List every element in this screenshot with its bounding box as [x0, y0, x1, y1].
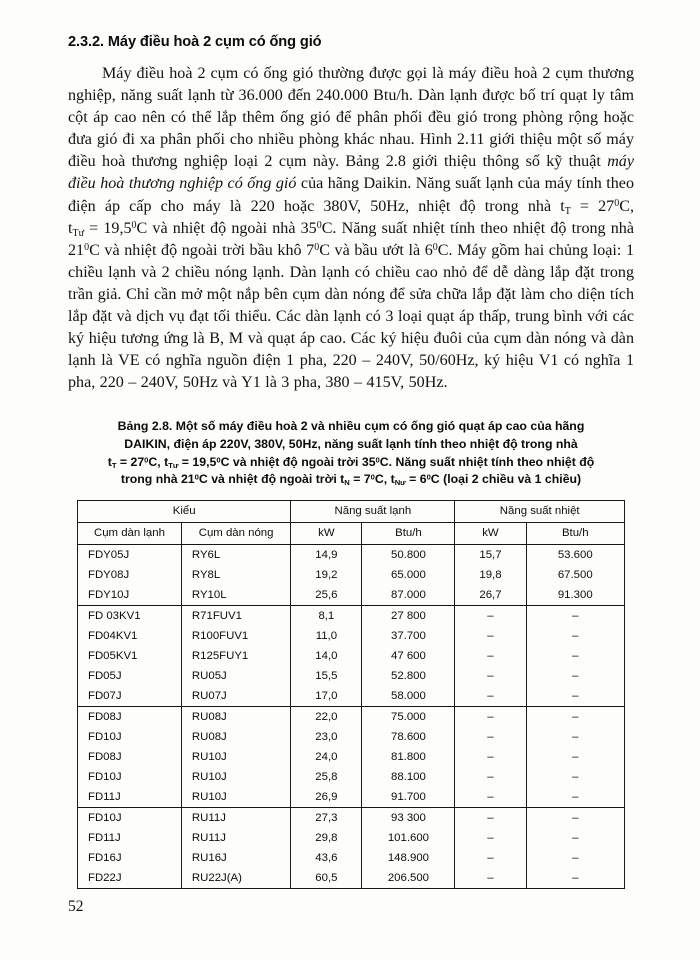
table-cell-c-m-d-n-n-ng: R100FUV1	[181, 626, 290, 646]
caption-degree-4: 0	[194, 472, 199, 482]
caption-t-symbol: t	[107, 454, 112, 469]
table-cell-btu-h: 27 800	[362, 605, 455, 626]
table-cell-kw: –	[455, 605, 526, 626]
table-cell-c-m-d-n-l-nh: FD10J	[78, 767, 182, 787]
table-cell-c-m-d-n-l-nh: FD04KV1	[78, 626, 182, 646]
table-cell-c-m-d-n-n-ng: RY6L	[181, 544, 290, 565]
table-cell-kw: 29,8	[291, 828, 362, 848]
table-cell-c-m-d-n-n-ng: RU07J	[181, 686, 290, 707]
table-cell-c-m-d-n-n-ng: RU08J	[181, 706, 290, 727]
table-body	[78, 544, 625, 888]
table-column-header-6: Btu/h	[526, 522, 624, 544]
table-cell-btu-h: –	[526, 828, 624, 848]
degree-symbol-3: 0	[316, 219, 322, 231]
table-cell-kw: –	[455, 828, 526, 848]
table-cell-kw: 19,2	[291, 565, 362, 585]
paragraph-italic-phrase: máy điều hoà thương nghiệp có ống gió	[68, 153, 634, 193]
caption-value-195: = 19,5	[178, 454, 217, 469]
table-cell-btu-h: –	[526, 868, 624, 889]
table-cell-kw: –	[455, 686, 526, 707]
table-cell-c-m-d-n-l-nh: FD08J	[78, 706, 182, 727]
table-cell-c-m-d-n-l-nh: FDY05J	[78, 544, 182, 565]
caption-subscript-N: N	[344, 478, 350, 488]
table-cell-c-m-d-n-n-ng: RY10L	[181, 585, 290, 606]
table-group-header-3: Năng suất nhiệt	[455, 500, 625, 522]
table-head	[78, 500, 625, 544]
table-cell-c-m-d-n-n-ng: RU10J	[181, 787, 290, 808]
table-cell-c-m-d-n-l-nh: FD05KV1	[78, 646, 182, 666]
caption-value-6: = 6	[405, 472, 427, 487]
paragraph-part-5: C, t	[68, 197, 634, 237]
table-cell-btu-h: 148.900	[362, 848, 455, 868]
table-cell-kw: –	[455, 727, 526, 747]
caption-degree-1: 0	[144, 454, 149, 464]
table-cell-btu-h: 67.500	[526, 565, 624, 585]
table-cell-c-m-d-n-n-ng: RU10J	[181, 767, 290, 787]
table-cell-kw: –	[455, 646, 526, 666]
table-cell-c-m-d-n-n-ng: RU22J(A)	[181, 868, 290, 889]
table-cell-kw: 60,5	[291, 868, 362, 889]
paragraph-part-4: = 27	[570, 197, 615, 215]
table-cell-btu-h: 53.600	[526, 544, 624, 565]
table-cell-btu-h: 93 300	[362, 807, 455, 828]
caption-part-4f: C (loại 2 chiều và 1 chiều)	[430, 472, 582, 487]
table-cell-kw: 25,6	[291, 585, 362, 606]
table-row	[78, 868, 625, 889]
table-cell-kw: 23,0	[291, 727, 362, 747]
caption-degree-3: 0	[375, 454, 380, 464]
table-row	[78, 565, 625, 585]
paragraph-part-3: của hãng Daikin. Năng suất lạnh của máy tính theo điện áp cấp cho máy là 220 hoặc 380V, 50Hz, nhiệt độ trong nhà t	[68, 175, 634, 215]
body-paragraph	[68, 63, 634, 394]
table-cell-c-m-d-n-l-nh: FD16J	[78, 848, 182, 868]
caption-line-3	[74, 454, 628, 472]
table-row	[78, 585, 625, 606]
table-row	[78, 544, 625, 565]
table-row	[78, 686, 625, 707]
table-header-group-row	[78, 500, 625, 522]
table-cell-btu-h: –	[526, 767, 624, 787]
table-cell-c-m-d-n-n-ng: RU11J	[181, 828, 290, 848]
table-cell-kw: 15,5	[291, 666, 362, 686]
table-cell-btu-h: 78.600	[362, 727, 455, 747]
table-cell-kw: –	[455, 767, 526, 787]
table-cell-btu-h: 101.600	[362, 828, 455, 848]
table-cell-c-m-d-n-l-nh: FD10J	[78, 807, 182, 828]
table-cell-kw: 14,9	[291, 544, 362, 565]
table-column-header-1: Cụm dàn lạnh	[78, 522, 182, 544]
table-row	[78, 626, 625, 646]
paragraph-part-8: C. Năng suất nhiệt tính theo nhiệt độ trong nhà 21	[68, 219, 634, 259]
table-cell-c-m-d-n-l-nh: FD 03KV1	[78, 605, 182, 626]
table-cell-kw: –	[455, 706, 526, 727]
table-cell-btu-h: 50.800	[362, 544, 455, 565]
table-cell-c-m-d-n-n-ng: RU11J	[181, 807, 290, 828]
table-cell-kw: 17,0	[291, 686, 362, 707]
table-cell-btu-h: 47 600	[362, 646, 455, 666]
degree-symbol-4: 0	[84, 241, 90, 253]
table-cell-kw: 15,7	[455, 544, 526, 565]
table-cell-kw: 27,3	[291, 807, 362, 828]
table-caption	[74, 418, 628, 488]
table-row	[78, 828, 625, 848]
table-header-column-row	[78, 522, 625, 544]
paragraph-part-6: = 19,5	[83, 219, 132, 237]
caption-value-27: = 27	[116, 454, 145, 469]
table-cell-c-m-d-n-n-ng: R71FUV1	[181, 605, 290, 626]
paragraph-part-11: C. Máy gồm hai chủng loại: 1 chiều lạnh và 2 chiều nóng lạnh. Dàn lạnh có chiều cao nhỏ để dễ dàng lắp đặt trong trần giả. Chỉ cần mở một nắp bên cụm dàn nóng để sửa chữa lắp đặt làm cho diện tích lắp đặt và dịch vụ đạt tối thiểu. Các dàn lạnh có 3 loại quạt áp thấp, trung bình với các ký hiệu tương ứng là B, M và quạt áp cao. Các ký hiệu đuôi của cụm dàn nóng và dàn lạnh là VE có nghĩa nguồn điện 1 pha, 220 – 240V, 50/60Hz, ký hiệu V1 có nghĩa 1 pha, 220 – 240V, 50Hz và Y1 là 3 pha, 380 – 415V, 50Hz.	[68, 241, 634, 392]
table-cell-btu-h: 37.700	[362, 626, 455, 646]
table-row	[78, 767, 625, 787]
table-cell-btu-h: –	[526, 747, 624, 767]
table-cell-btu-h: 75.000	[362, 706, 455, 727]
table-cell-btu-h: 206.500	[362, 868, 455, 889]
table-cell-c-m-d-n-l-nh: FD11J	[78, 828, 182, 848]
degree-symbol-2: 0	[131, 219, 137, 231]
caption-subscript-T: T	[111, 460, 117, 470]
caption-degree-6: 0	[426, 472, 431, 482]
table-cell-kw: –	[455, 868, 526, 889]
table-cell-c-m-d-n-n-ng: RU10J	[181, 747, 290, 767]
table-cell-btu-h: –	[526, 686, 624, 707]
table-cell-kw: –	[455, 666, 526, 686]
table-cell-c-m-d-n-n-ng: R125FUY1	[181, 646, 290, 666]
table-cell-btu-h: –	[526, 706, 624, 727]
table-cell-c-m-d-n-l-nh: FD11J	[78, 787, 182, 808]
caption-line-4	[74, 471, 628, 489]
caption-part-4d: C, t	[374, 472, 395, 487]
table-cell-c-m-d-n-n-ng: RU16J	[181, 848, 290, 868]
spec-table-container	[77, 500, 625, 889]
caption-part-e: C và nhiệt độ ngoài trời 35	[220, 454, 376, 469]
subscript-t-indoor: T	[564, 205, 571, 217]
table-group-header-2: Năng suất lạnh	[291, 500, 455, 522]
table-cell-c-m-d-n-l-nh: FD07J	[78, 686, 182, 707]
table-cell-btu-h: –	[526, 605, 624, 626]
table-column-header-3: kW	[291, 522, 362, 544]
table-cell-c-m-d-n-l-nh: FDY10J	[78, 585, 182, 606]
table-cell-kw: 25,8	[291, 767, 362, 787]
caption-subscript-Tu: Tư	[168, 460, 179, 470]
table-row	[78, 848, 625, 868]
table-row	[78, 787, 625, 808]
table-row	[78, 605, 625, 626]
paragraph-part-7: C và nhiệt độ ngoài nhà 35	[136, 219, 317, 237]
table-cell-c-m-d-n-n-ng: RY8L	[181, 565, 290, 585]
degree-symbol-1: 0	[614, 197, 620, 209]
table-group-header-1: Kiểu	[78, 500, 291, 522]
degree-symbol-5: 0	[314, 241, 320, 253]
table-cell-btu-h: –	[526, 807, 624, 828]
table-cell-btu-h: 65.000	[362, 565, 455, 585]
table-cell-kw: 43,6	[291, 848, 362, 868]
table-cell-btu-h: 88.100	[362, 767, 455, 787]
table-cell-btu-h: –	[526, 787, 624, 808]
paragraph-part-1: Máy điều hoà 2 cụm có ống gió thường được gọi là máy điều hoà 2 cụm thương nghiệp, năng suất lạnh từ 36.000 đến 240.000 Btu/h. Dàn lạnh được bố trí quạt ly tâm cột áp cao nên có thể lắp thêm ống gió để phân phối đều gió trong phòng rộng hoặc đưa gió đi xa phân phối cho nhiều phòng khác nhau. Hình 2.11 giới thiệu một số máy điều hoà thương nghiệp loại 2 cụm này. Bảng 2.8 giới thiệu thông số kỹ thuật	[68, 65, 634, 171]
paragraph-part-9: C và nhiệt độ ngoài trời bầu khô 7	[89, 241, 315, 259]
table-cell-btu-h: –	[526, 626, 624, 646]
subscript-t-wetbulb-indoor: Tư	[72, 227, 84, 239]
page-content	[68, 34, 634, 889]
page-number: 52	[68, 898, 84, 915]
paragraph-part-10: C và bầu ướt là 6	[319, 241, 433, 259]
table-cell-btu-h: –	[526, 646, 624, 666]
table-cell-btu-h: 87.000	[362, 585, 455, 606]
table-row	[78, 706, 625, 727]
caption-degree-5: 0	[370, 472, 375, 482]
table-cell-kw: 22,0	[291, 706, 362, 727]
caption-value-7: = 7	[349, 472, 371, 487]
table-cell-kw: –	[455, 807, 526, 828]
caption-degree-2: 0	[216, 454, 221, 464]
table-cell-kw: 14,0	[291, 646, 362, 666]
table-cell-c-m-d-n-l-nh: FDY08J	[78, 565, 182, 585]
table-cell-btu-h: 81.800	[362, 747, 455, 767]
table-cell-btu-h: –	[526, 727, 624, 747]
table-column-header-4: Btu/h	[362, 522, 455, 544]
caption-part-c: C, t	[148, 454, 169, 469]
table-cell-kw: –	[455, 747, 526, 767]
table-column-header-5: kW	[455, 522, 526, 544]
caption-part-4b: C và nhiệt độ ngoài trời t	[198, 472, 345, 487]
table-row	[78, 666, 625, 686]
caption-part-f: C. Năng suất nhiệt tính theo nhiệt độ	[379, 454, 595, 469]
caption-subscript-Nu: Nư	[394, 478, 406, 488]
table-column-header-2: Cụm dàn nóng	[181, 522, 290, 544]
table-cell-c-m-d-n-n-ng: RU05J	[181, 666, 290, 686]
table-row	[78, 747, 625, 767]
caption-part-4a: trong nhà 21	[120, 472, 195, 487]
table-cell-kw: –	[455, 626, 526, 646]
caption-line-1: Bảng 2.8. Một số máy điều hoà 2 và nhiều cụm có ống gió quạt áp cao của hãng	[117, 419, 585, 434]
table-cell-c-m-d-n-l-nh: FD22J	[78, 868, 182, 889]
table-cell-btu-h: –	[526, 848, 624, 868]
table-cell-btu-h: 52.800	[362, 666, 455, 686]
table-row	[78, 646, 625, 666]
table-cell-c-m-d-n-l-nh: FD05J	[78, 666, 182, 686]
table-cell-btu-h: 91.700	[362, 787, 455, 808]
table-cell-c-m-d-n-l-nh: FD10J	[78, 727, 182, 747]
spec-table	[77, 500, 625, 889]
table-cell-kw: 8,1	[291, 605, 362, 626]
caption-line-2: DAIKIN, điện áp 220V, 380V, 50Hz, năng suất lạnh tính theo nhiệt độ trong nhà	[124, 437, 578, 451]
table-cell-c-m-d-n-l-nh: FD08J	[78, 747, 182, 767]
table-cell-kw: –	[455, 848, 526, 868]
table-cell-c-m-d-n-n-ng: RU08J	[181, 727, 290, 747]
table-cell-kw: –	[455, 787, 526, 808]
table-cell-kw: 11,0	[291, 626, 362, 646]
table-cell-kw: 26,9	[291, 787, 362, 808]
table-cell-btu-h: –	[526, 666, 624, 686]
table-cell-btu-h: 58.000	[362, 686, 455, 707]
table-row	[78, 807, 625, 828]
table-row	[78, 727, 625, 747]
page-title: 2.3.2. Máy điều hoà 2 cụm có ống gió	[68, 34, 322, 50]
table-cell-kw: 19,8	[455, 565, 526, 585]
table-cell-kw: 24,0	[291, 747, 362, 767]
table-cell-kw: 26,7	[455, 585, 526, 606]
table-cell-btu-h: 91.300	[526, 585, 624, 606]
degree-symbol-6: 0	[432, 241, 438, 253]
